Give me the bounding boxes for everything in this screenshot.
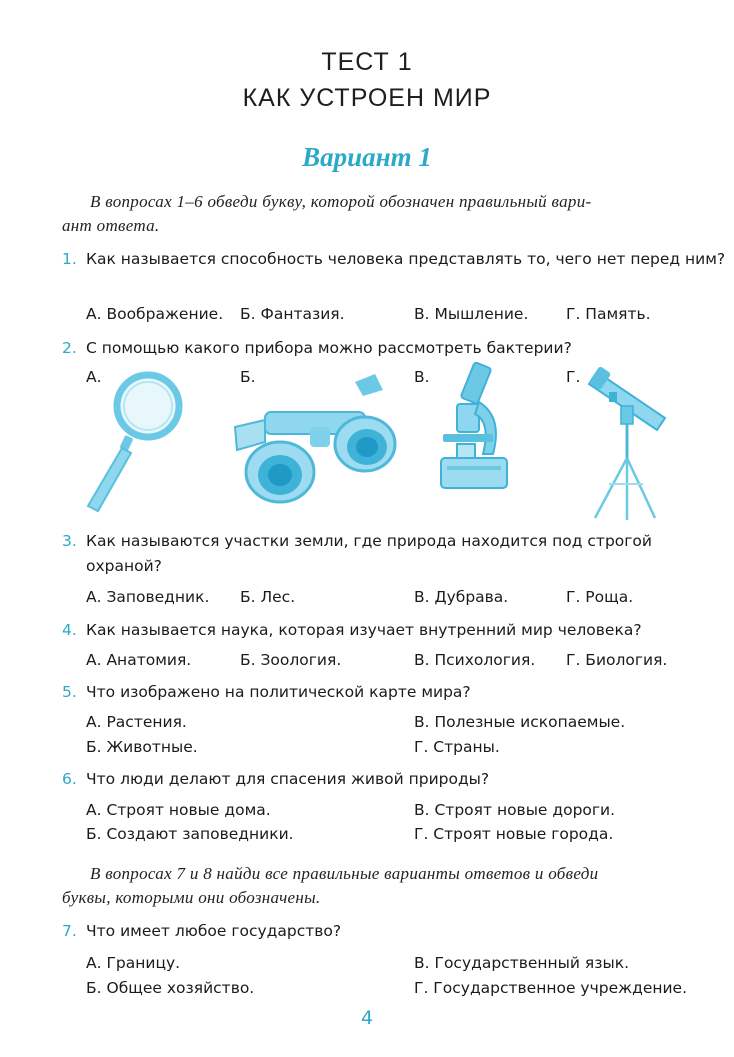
- question-number: 2.: [62, 339, 77, 357]
- question-text: Что изображено на политической карте мира?: [86, 683, 471, 701]
- q3-option-g[interactable]: Г. Роща.: [566, 588, 634, 606]
- question-5: [62, 680, 730, 705]
- question-text: Как называется наука, которая изучает внутренний мир человека?: [86, 621, 642, 639]
- q2-option-v[interactable]: В.: [414, 368, 430, 386]
- q7-option-a[interactable]: А. Границу.: [86, 954, 181, 972]
- q5-option-g[interactable]: Г. Страны.: [414, 738, 500, 756]
- q5-option-b[interactable]: Б. Животные.: [86, 738, 198, 756]
- q3-option-v[interactable]: В. Дубрава.: [414, 588, 509, 606]
- question-number: 4.: [62, 621, 77, 639]
- question-text: Как называются участки земли, где природа находится под строгой охраной?: [86, 532, 652, 575]
- instruction-1-line1: В вопросах 1–6 обведи букву, которой обозначен правильный вари-: [90, 192, 592, 211]
- q4-option-b[interactable]: Б. Зоология.: [240, 651, 342, 669]
- question-number: 5.: [62, 683, 77, 701]
- q3-option-a[interactable]: А. Заповедник.: [86, 588, 210, 606]
- q1-option-v[interactable]: В. Мышление.: [414, 305, 529, 323]
- q5-option-a[interactable]: А. Растения.: [86, 713, 187, 731]
- magnifier-icon: [78, 366, 188, 516]
- question-number: 3.: [62, 532, 77, 550]
- binoculars-icon: [225, 372, 405, 512]
- q1-option-a[interactable]: А. Воображение.: [86, 305, 224, 323]
- q7-option-b[interactable]: Б. Общее хозяйство.: [86, 979, 255, 997]
- q2-option-a[interactable]: А.: [86, 368, 102, 386]
- q7-option-v[interactable]: В. Государственный язык.: [414, 954, 629, 972]
- question-text: С помощью какого прибора можно рассмотреть бактерии?: [86, 339, 572, 357]
- question-text: Что люди делают для спасения живой природы?: [86, 770, 490, 788]
- q6-option-v[interactable]: В. Строят новые дороги.: [414, 801, 616, 819]
- question-6: [62, 767, 730, 792]
- question-3: [62, 529, 730, 579]
- q1-option-g[interactable]: Г. Память.: [566, 305, 651, 323]
- test-subtitle: КАК УСТРОЕН МИР: [242, 84, 492, 112]
- q2-option-g[interactable]: Г.: [566, 368, 581, 386]
- question-1: [62, 247, 730, 272]
- q6-option-g[interactable]: Г. Строят новые города.: [414, 825, 614, 843]
- telescope-icon: [585, 362, 675, 522]
- q4-option-v[interactable]: В. Психология.: [414, 651, 536, 669]
- q7-option-g[interactable]: Г. Государственное учреждение.: [414, 979, 688, 997]
- instruction-1: [62, 190, 730, 238]
- instruction-2-line1: В вопросах 7 и 8 найди все правильные варианты ответов и обведи: [90, 864, 599, 883]
- q6-option-b[interactable]: Б. Создают заповедники.: [86, 825, 294, 843]
- q4-option-g[interactable]: Г. Биология.: [566, 651, 668, 669]
- q5-option-v[interactable]: В. Полезные ископаемые.: [414, 713, 626, 731]
- microscope-icon: [435, 362, 515, 494]
- q4-option-a[interactable]: А. Анатомия.: [86, 651, 192, 669]
- question-number: 6.: [62, 770, 77, 788]
- instruction-2: [62, 862, 730, 910]
- instruction-2-line2: буквы, которыми они обозначены.: [62, 888, 321, 907]
- test-title: ТЕСТ 1: [321, 48, 413, 76]
- question-text: Что имеет любое государство?: [86, 922, 342, 940]
- question-7: [62, 919, 730, 944]
- variant-heading: Вариант 1: [302, 142, 432, 172]
- question-text: Как называется способность человека представлять то, чего нет перед ним?: [86, 250, 726, 268]
- q3-option-b[interactable]: Б. Лес.: [240, 588, 296, 606]
- page-number: 4: [360, 1007, 374, 1029]
- instruction-1-line2: ант ответа.: [62, 216, 160, 235]
- q1-option-b[interactable]: Б. Фантазия.: [240, 305, 345, 323]
- question-number: 7.: [62, 922, 77, 940]
- question-4: [62, 618, 730, 643]
- q6-option-a[interactable]: А. Строят новые дома.: [86, 801, 271, 819]
- question-number: 1.: [62, 250, 77, 268]
- q2-option-b[interactable]: Б.: [240, 368, 256, 386]
- question-2: [62, 336, 730, 361]
